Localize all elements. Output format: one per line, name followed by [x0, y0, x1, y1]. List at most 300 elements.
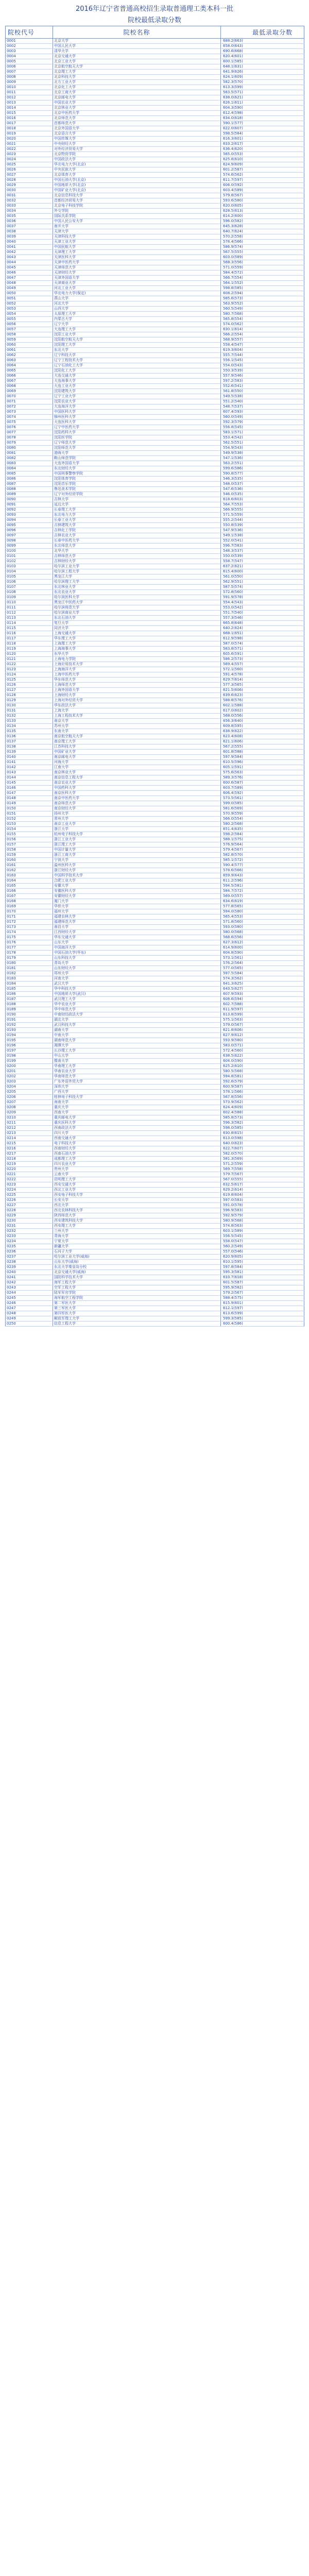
table-row: [6, 605, 304, 611]
row-min-score: 575.6(563): [221, 770, 304, 775]
row-school-name: 沈阳航空航天大学: [53, 337, 221, 343]
row-min-score: 638.5(622): [221, 1054, 304, 1059]
row-code: 0242: [6, 1280, 53, 1285]
row-code: 0240: [6, 1270, 53, 1275]
row-school-name: 厦门大学: [53, 899, 221, 904]
row-school-name: 天津工业大学: [53, 240, 221, 245]
row-code: 0120: [6, 652, 53, 657]
row-min-score: 563.2(551): [221, 461, 304, 466]
row-code: 0056: [6, 322, 53, 327]
row-min-score: 597.5(584): [221, 971, 304, 976]
row-school-name: 大连医科大学: [53, 420, 221, 425]
table-row: [6, 492, 304, 497]
row-code: 0076: [6, 425, 53, 430]
row-code: 0172: [6, 920, 53, 925]
row-min-score: 578.4(566): [221, 240, 304, 245]
row-code: 0080: [6, 446, 53, 451]
table-row: [6, 1105, 304, 1110]
row-min-score: 571.8(560): [221, 920, 304, 925]
row-min-score: 598.8(585): [221, 286, 304, 291]
row-min-score: 629.7(614): [221, 677, 304, 683]
table-row: [6, 564, 304, 569]
row-school-name: 锦州医科大学: [53, 415, 221, 420]
row-school-name: 首都师范大学: [53, 121, 221, 126]
row-code: 0059: [6, 337, 53, 343]
row-code: 0104: [6, 569, 53, 574]
row-code: 0156: [6, 837, 53, 842]
row-school-name: 中国地质大学(北京): [53, 183, 221, 188]
row-code: 0109: [6, 595, 53, 600]
table-row: [6, 1074, 304, 1079]
row-code: 0034: [6, 209, 53, 214]
row-min-score: 573.9(562): [221, 1100, 304, 1105]
table-row: [6, 899, 304, 904]
table-row: [6, 296, 304, 301]
row-code: 0209: [6, 1110, 53, 1115]
table-row: [6, 1255, 304, 1260]
row-min-score: 579.4(567): [221, 848, 304, 853]
row-school-name: 大连理工大学: [53, 327, 221, 332]
row-school-name: 中国矿业大学(北京): [53, 188, 221, 193]
row-school-name: 陆军军官学院: [53, 1291, 221, 1296]
table-row: [6, 961, 304, 966]
row-school-name: 东北农业大学: [53, 590, 221, 595]
row-min-score: 567.8(556): [221, 1095, 304, 1100]
row-school-name: 石河子大学: [53, 1249, 221, 1255]
table-row: [6, 137, 304, 142]
row-code: 0226: [6, 1198, 53, 1203]
table-row: [6, 276, 304, 281]
row-min-score: 606.0(592): [221, 183, 304, 188]
table-row: [6, 90, 304, 95]
table-row: [6, 353, 304, 358]
table-row: [6, 770, 304, 775]
row-code: 0044: [6, 260, 53, 265]
table-row: [6, 554, 304, 559]
row-school-name: 北京工商大学: [53, 90, 221, 95]
row-code: 0150: [6, 806, 53, 811]
table-row: [6, 1110, 304, 1115]
table-row: [6, 147, 304, 152]
row-school-name: 华中农业大学: [53, 1002, 221, 1007]
table-row: [6, 456, 304, 461]
row-code: 0046: [6, 270, 53, 276]
row-school-name: 山东大学(威海): [53, 1260, 221, 1265]
row-min-score: 583.0(571): [221, 1043, 304, 1048]
row-code: 0173: [6, 925, 53, 930]
row-school-name: 山东科技大学: [53, 956, 221, 961]
row-min-score: 580.0(568): [221, 930, 304, 935]
table-row: [6, 312, 304, 317]
row-code: 0154: [6, 827, 53, 832]
row-code: 0126: [6, 683, 53, 688]
row-min-score: 665.8(648): [221, 621, 304, 626]
row-school-name: 天津中医药大学: [53, 260, 221, 265]
row-code: 0133: [6, 719, 53, 724]
row-min-score: 645.3(628): [221, 224, 304, 229]
row-code: 0035: [6, 214, 53, 219]
table-row: [6, 760, 304, 765]
row-min-score: 612.1(597): [221, 1306, 304, 1311]
row-code: 0218: [6, 1157, 53, 1162]
row-code: 0205: [6, 1090, 53, 1095]
row-min-score: 602.4(588): [221, 1110, 304, 1115]
page-title: 2016年辽宁省普通高校招生录取普通理工类本科一批: [75, 5, 234, 13]
table-row: [6, 49, 304, 54]
table-row: [6, 131, 304, 137]
row-school-name: 华南农业大学: [53, 1069, 221, 1074]
row-min-score: 552.0(541): [221, 538, 304, 544]
row-school-name: 辽宁对外经贸学院: [53, 492, 221, 497]
row-code: 0100: [6, 549, 53, 554]
table-row: [6, 471, 304, 477]
table-row: [6, 523, 304, 528]
row-code: 0086: [6, 477, 53, 482]
table-row: [6, 162, 304, 167]
table-row: [6, 322, 304, 327]
row-school-name: 北京工业大学: [53, 59, 221, 64]
table-row: [6, 502, 304, 507]
row-min-score: 554.4(543): [221, 600, 304, 605]
table-row: [6, 1213, 304, 1218]
row-school-name: 天津医科大学: [53, 255, 221, 260]
row-min-score: 641.9(626): [221, 70, 304, 75]
row-school-name: 贵州大学: [53, 1167, 221, 1172]
row-min-score: 569.0(557): [221, 894, 304, 899]
row-code: 0146: [6, 786, 53, 791]
table-row: [6, 497, 304, 502]
row-min-score: 586.2(573): [221, 657, 304, 662]
row-code: 0041: [6, 245, 53, 250]
table-row: [6, 595, 304, 600]
table-row: [6, 708, 304, 714]
table-row: [6, 1265, 304, 1270]
row-school-name: 南开大学: [53, 224, 221, 229]
row-school-name: 安徽财经大学: [53, 894, 221, 899]
row-code: 0077: [6, 430, 53, 435]
table-row: [6, 111, 304, 116]
row-school-name: 沈阳音乐学院: [53, 482, 221, 487]
row-school-name: 对外经济贸易大学: [53, 147, 221, 152]
table-row: [6, 389, 304, 394]
row-min-score: 568.0(556): [221, 714, 304, 719]
row-code: 0195: [6, 1038, 53, 1043]
row-min-score: 608.2(594): [221, 291, 304, 296]
table-row: [6, 80, 304, 85]
row-min-score: 567.0(555): [221, 1177, 304, 1182]
table-row: [6, 332, 304, 337]
row-school-name: 西安交通大学: [53, 1182, 221, 1188]
row-school-name: 天津理工大学: [53, 250, 221, 255]
table-row: [6, 1054, 304, 1059]
row-min-score: 620.4(601): [221, 54, 304, 59]
row-code: 0026: [6, 167, 53, 173]
row-code: 0182: [6, 971, 53, 976]
row-school-name: 扬州大学: [53, 811, 221, 817]
row-code: 0020: [6, 137, 53, 142]
row-min-score: 640.0(623): [221, 1141, 304, 1146]
row-code: 0029: [6, 183, 53, 188]
row-school-name: 海军航空工程学院: [53, 1296, 221, 1301]
row-min-score: 580.7(568): [221, 312, 304, 317]
row-min-score: 571.2(559): [221, 1162, 304, 1167]
row-school-name: 第二军医大学: [53, 1301, 221, 1306]
row-code: 0171: [6, 914, 53, 920]
row-code: 0187: [6, 997, 53, 1002]
table-row: [6, 224, 304, 229]
table-row: [6, 1115, 304, 1121]
row-code: 0215: [6, 1141, 53, 1146]
row-school-name: 辽宁石油化工大学: [53, 363, 221, 368]
table-row: [6, 636, 304, 641]
row-code: 0067: [6, 379, 53, 384]
row-code: 0036: [6, 219, 53, 224]
row-min-score: 549.1(538): [221, 533, 304, 538]
row-min-score: 598.2(584): [221, 832, 304, 837]
table-row: [6, 734, 304, 739]
row-school-name: 重庆医科大学: [53, 1121, 221, 1126]
row-code: 0213: [6, 1131, 53, 1136]
table-row: [6, 765, 304, 770]
row-min-score: 624.9(609): [221, 162, 304, 167]
row-school-name: 沈阳建筑大学: [53, 389, 221, 394]
table-row: [6, 1012, 304, 1018]
table-row: [6, 446, 304, 451]
row-code: 0151: [6, 811, 53, 817]
table-row: [6, 1275, 304, 1280]
row-school-name: 大连海事大学: [53, 379, 221, 384]
row-min-score: 554.0(543): [221, 363, 304, 368]
row-school-name: 北京邮电大学: [53, 95, 221, 100]
row-school-name: 信息工程大学: [53, 1321, 221, 1327]
row-code: 0037: [6, 224, 53, 229]
row-school-name: 哈尔滨商业大学: [53, 611, 221, 616]
row-code: 0117: [6, 636, 53, 641]
table-row: [6, 1126, 304, 1131]
row-code: 0092: [6, 507, 53, 513]
row-school-name: 武汉大学: [53, 981, 221, 987]
row-school-name: 中国人民公安大学: [53, 219, 221, 224]
row-code: 0219: [6, 1162, 53, 1167]
row-code: 0017: [6, 121, 53, 126]
row-school-name: 福州大学: [53, 909, 221, 914]
table-row: [6, 744, 304, 750]
table-row: [6, 1059, 304, 1064]
row-code: 0250: [6, 1321, 53, 1327]
row-school-name: 哈尔滨理工大学: [53, 580, 221, 585]
row-school-name: 河北大学: [53, 301, 221, 307]
table-row: [6, 981, 304, 987]
table-row: [6, 507, 304, 513]
row-code: 0027: [6, 173, 53, 178]
row-min-score: 560.5(549): [221, 307, 304, 312]
row-min-score: 583.8(571): [221, 647, 304, 652]
row-school-name: 北京信息科技大学: [53, 193, 221, 198]
table-row: [6, 379, 304, 384]
row-code: 0247: [6, 1306, 53, 1311]
row-school-name: 云南大学: [53, 1172, 221, 1177]
row-school-name: 中国石油大学(北京): [53, 178, 221, 183]
row-school-name: 中国民航大学: [53, 245, 221, 250]
row-min-score: 547.9(536): [221, 528, 304, 533]
row-code: 0199: [6, 1059, 53, 1064]
table-row: [6, 580, 304, 585]
row-school-name: 北京物资学院: [53, 152, 221, 157]
table-row: [6, 884, 304, 889]
row-min-score: 622.7(607): [221, 1146, 304, 1151]
row-school-name: 福建农林大学: [53, 914, 221, 920]
row-min-score: 690.6(668): [221, 49, 304, 54]
table-row: [6, 270, 304, 276]
row-school-name: 南昌大学: [53, 925, 221, 930]
table-row: [6, 415, 304, 420]
row-code: 0152: [6, 817, 53, 822]
row-code: 0088: [6, 487, 53, 492]
header-score: 最低录取分数: [221, 26, 304, 39]
row-school-name: 北京大学: [53, 39, 221, 44]
row-min-score: 590.1(577): [221, 121, 304, 126]
row-school-name: 北京电子科技学院: [53, 204, 221, 209]
row-min-score: 557.0(546): [221, 1249, 304, 1255]
row-school-name: 南京理工大学: [53, 739, 221, 744]
row-school-name: 长安大学: [53, 1198, 221, 1203]
row-school-name: 宁夏大学: [53, 1239, 221, 1244]
row-min-score: 604.8(590): [221, 951, 304, 956]
row-code: 0008: [6, 75, 53, 80]
row-school-name: 华中科技大学: [53, 987, 221, 992]
row-min-score: 598.5(584): [221, 131, 304, 137]
row-code: 0108: [6, 590, 53, 595]
row-min-score: 550.8(539): [221, 523, 304, 528]
row-min-score: 547.6(536): [221, 487, 304, 492]
row-school-name: 内蒙古大学: [53, 317, 221, 322]
row-school-name: 北京师范大学: [53, 116, 221, 121]
row-code: 0111: [6, 605, 53, 611]
row-school-name: 重庆邮电大学: [53, 1115, 221, 1121]
table-row: [6, 1182, 304, 1188]
row-school-name: 大连工业大学: [53, 384, 221, 389]
table-row: [6, 1291, 304, 1296]
row-min-score: 634.0(618): [221, 116, 304, 121]
table-row: [6, 1048, 304, 1054]
row-school-name: 中国石油大学(华东): [53, 951, 221, 956]
row-min-score: 611.2(596): [221, 878, 304, 884]
table-row: [6, 935, 304, 940]
row-min-score: 554.9(543): [221, 446, 304, 451]
row-school-name: 北京交通大学(威海): [53, 1270, 221, 1275]
row-school-name: 北方工业大学: [53, 80, 221, 85]
row-code: 0066: [6, 374, 53, 379]
row-code: 0010: [6, 85, 53, 90]
row-school-name: 辽宁工业大学: [53, 394, 221, 399]
table-row: [6, 1100, 304, 1105]
row-code: 0057: [6, 327, 53, 332]
row-code: 0143: [6, 770, 53, 775]
row-school-name: 哈尔滨医科大学: [53, 595, 221, 600]
table-row: [6, 832, 304, 837]
table-row: [6, 404, 304, 410]
row-min-score: 597.9(584): [221, 755, 304, 760]
table-row: [6, 683, 304, 688]
table-row: [6, 214, 304, 219]
row-school-name: 中国科学技术大学: [53, 873, 221, 878]
row-school-name: 四川农业大学: [53, 1162, 221, 1167]
table-row: [6, 1229, 304, 1234]
row-min-score: 622.0(607): [221, 126, 304, 131]
table-row: [6, 786, 304, 791]
row-school-name: 昆明理工大学: [53, 1177, 221, 1182]
table-row: [6, 513, 304, 518]
row-min-score: 630.8(615): [221, 1131, 304, 1136]
row-code: 0153: [6, 822, 53, 827]
table-row: [6, 198, 304, 204]
row-code: 0033: [6, 204, 53, 209]
row-school-name: 中国海洋大学: [53, 945, 221, 951]
table-row: [6, 487, 304, 492]
row-min-score: 592.6(579): [221, 1079, 304, 1084]
row-school-name: 北京语言大学: [53, 131, 221, 137]
row-code: 0224: [6, 1188, 53, 1193]
row-school-name: 中国农业大学: [53, 100, 221, 106]
row-code: 0162: [6, 868, 53, 873]
table-row: [6, 1064, 304, 1069]
row-min-score: 585.1(572): [221, 858, 304, 863]
row-min-score: 588.1(575): [221, 837, 304, 842]
row-code: 0004: [6, 54, 53, 59]
row-min-score: 621.8(606): [221, 1028, 304, 1033]
row-code: 0061: [6, 348, 53, 353]
row-min-score: 603.7(589): [221, 786, 304, 791]
table-row: [6, 440, 304, 446]
table-row: [6, 667, 304, 672]
row-school-name: 沈阳医学院: [53, 435, 221, 440]
table-row: [6, 724, 304, 729]
table-row: [6, 435, 304, 440]
table-row: [6, 1234, 304, 1239]
row-min-score: 595.9(582): [221, 1285, 304, 1291]
row-code: 0028: [6, 178, 53, 183]
row-code: 0206: [6, 1095, 53, 1100]
row-school-name: 山东财经大学: [53, 966, 221, 971]
row-code: 0119: [6, 647, 53, 652]
row-code: 0193: [6, 1028, 53, 1033]
row-code: 0006: [6, 64, 53, 70]
table-row: [6, 781, 304, 786]
row-min-score: 577.3(565): [221, 683, 304, 688]
row-code: 0015: [6, 111, 53, 116]
row-min-score: 595.3(581): [221, 1270, 304, 1275]
row-min-score: 589.3(576): [221, 775, 304, 781]
table-row: [6, 265, 304, 270]
row-min-score: 591.0(578): [221, 1203, 304, 1208]
row-code: 0071: [6, 399, 53, 404]
row-min-score: 571.5(559): [221, 513, 304, 518]
row-school-name: 第三军医大学: [53, 1306, 221, 1311]
table-row: [6, 971, 304, 976]
row-code: 0049: [6, 286, 53, 291]
row-school-name: 中央民族大学: [53, 167, 221, 173]
row-school-name: 浙江工业大学: [53, 837, 221, 842]
row-code: 0210: [6, 1115, 53, 1121]
row-code: 0185: [6, 987, 53, 992]
table-row: [6, 1084, 304, 1090]
row-code: 0243: [6, 1285, 53, 1291]
row-school-name: 沈阳农业大学: [53, 399, 221, 404]
row-school-name: 渤海大学: [53, 451, 221, 456]
row-min-score: 568.6(556): [221, 935, 304, 940]
table-row: [6, 461, 304, 466]
row-school-name: 西北大学: [53, 1203, 221, 1208]
